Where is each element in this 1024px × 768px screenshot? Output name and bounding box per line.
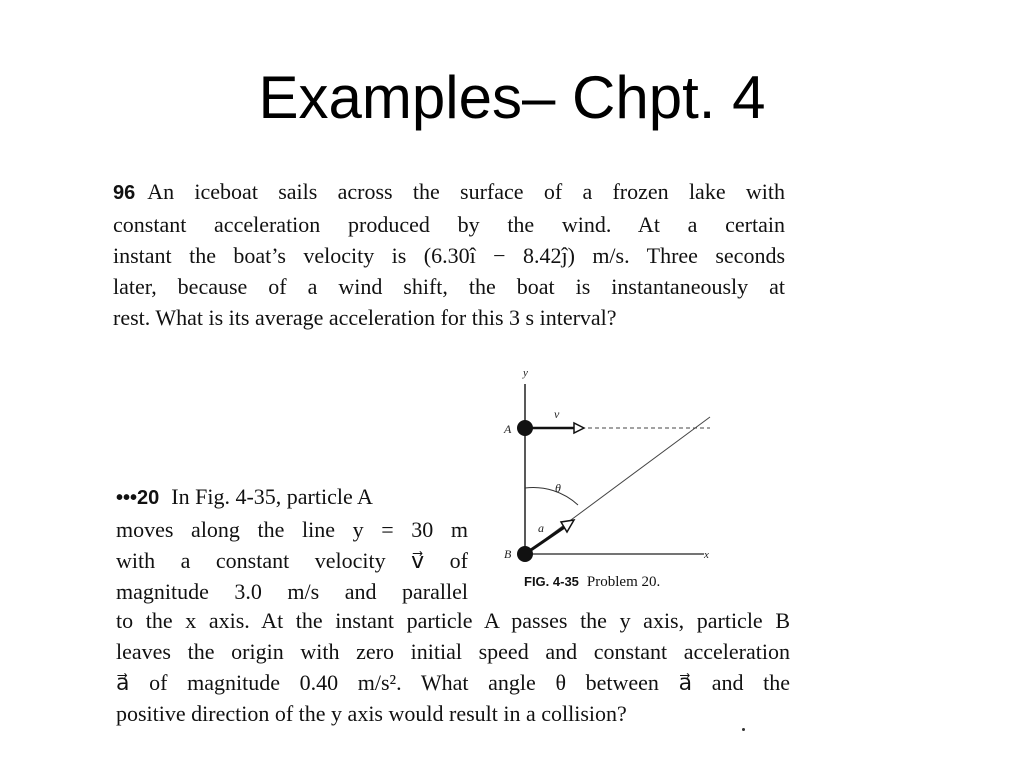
angle-arc	[525, 487, 578, 505]
problem-20-intro	[116, 481, 468, 607]
figure-4-35	[496, 362, 722, 598]
velocity-label: v⃗	[554, 407, 569, 421]
problem-96-line: constant acceleration produced by the wind. At a certain	[113, 212, 785, 237]
velocity-arrowhead	[574, 423, 584, 433]
problem-20-body	[116, 605, 790, 729]
problem-20-line: positive direction of the y axis would result in a collision?	[116, 701, 627, 726]
problem-96-line: later, because of a wind shift, the boat is instantaneously at	[113, 274, 785, 299]
problem-20-line: a⃗ of magnitude 0.40 m/s². What angle θ between a⃗ and the	[116, 670, 790, 695]
angle-label: θ	[555, 481, 561, 495]
axis-y-label: y	[523, 367, 528, 379]
axis-x-label: x	[704, 549, 709, 561]
problem-20-number: •••20	[116, 487, 160, 509]
acceleration-label: a⃗	[538, 521, 554, 535]
problem-96-line: 96 An iceboat sails across the surface of a frozen lake with	[113, 179, 785, 204]
problem-96-line: rest. What is its average acceleration for this 3 s interval?	[113, 305, 617, 330]
problem-20-line: with a constant velocity v⃗ of	[116, 548, 468, 573]
problem-20-line: moves along the line y = 30 m	[116, 517, 468, 542]
acceleration-arrowhead	[561, 520, 574, 532]
figure-caption	[524, 574, 660, 591]
figure-caption-text: Problem 20.	[586, 574, 661, 590]
figure-caption-label: FIG. 4-35	[524, 574, 579, 589]
problem-96	[113, 176, 785, 333]
problem-20-line: leaves the origin with zero initial speed and constant acceleration	[116, 639, 790, 664]
stray-mark	[742, 728, 745, 731]
problem-96-line: instant the boat’s velocity is (6.30î − 8.42ĵ) m/s. Three seconds	[113, 243, 785, 268]
problem-96-number: 96	[113, 182, 136, 204]
problem-20-line: magnitude 3.0 m/s and parallel	[116, 579, 468, 604]
problem-20-line: to the x axis. At the instant particle A passes the y axis, particle B	[116, 608, 790, 633]
figure-4-35-diagram	[496, 362, 722, 598]
problem-20-line: •••20 In Fig. 4-35, particle A	[116, 484, 373, 509]
point-b-label: B	[504, 547, 512, 561]
particle-b	[517, 546, 533, 562]
point-a-label: A	[504, 422, 512, 436]
particle-a	[517, 420, 533, 436]
slide-title: Examples– Chpt. 4	[258, 64, 766, 131]
